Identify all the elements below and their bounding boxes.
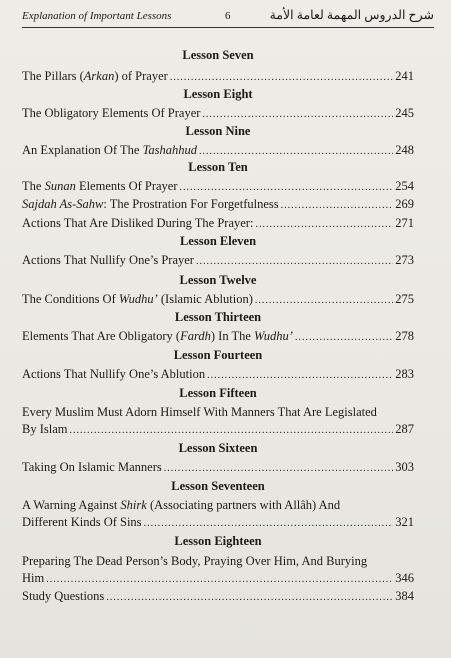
page-ref: 346 [395, 571, 414, 585]
page-ref: 273 [395, 253, 414, 267]
toc-entry-line1: A Warning Against Shirk (Associating partners with Allâh) And [22, 498, 341, 512]
toc-entry: The Obligatory Elements Of Prayer ..... 245 [22, 106, 414, 121]
toc-entry: The Pillars (Arkan) of Prayer ..... 241 [22, 69, 414, 84]
toc-entry: The Conditions Of Wudhu’ (Islamic Ablution) ..... 275 [22, 292, 414, 307]
lesson-heading: Lesson Fourteen [173, 348, 263, 362]
page-ref: 271 [395, 216, 414, 230]
toc-entry: Him ..... 346 [22, 571, 414, 586]
toc-entry: Different Kinds Of Sins ..... 321 [22, 515, 414, 530]
toc-entry: Actions That Nullify One’s Prayer ..... 273 [22, 253, 414, 268]
page-ref: 269 [395, 197, 414, 211]
header-arabic-title: شرح الدروس المهمة لعامة الأمة [269, 8, 434, 22]
lesson-heading: Lesson Thirteen [174, 310, 262, 324]
page-number: 6 [225, 10, 231, 22]
lesson-heading: Lesson Seventeen [171, 479, 265, 493]
page-ref: 303 [395, 460, 414, 474]
toc-entry: The Sunan Elements Of Prayer ..... 254 [22, 179, 414, 194]
toc-entry: Elements That Are Obligatory (Fardh) In The Wudhu’ ..... 278 [22, 329, 414, 344]
lesson-heading: Lesson Sixteen [178, 441, 258, 455]
page-ref: 248 [395, 143, 414, 157]
page-ref: 283 [395, 367, 414, 381]
page-ref: 321 [395, 515, 414, 529]
lesson-heading: Lesson Fifteen [179, 386, 257, 400]
header-rule [22, 27, 434, 28]
lesson-heading: Lesson Eight [183, 87, 253, 101]
toc-entry: Sajdah As-Sahw: The Prostration For Forgetfulness ..... 269 [22, 197, 414, 212]
page-ref: 254 [395, 179, 414, 193]
page-ref: 241 [395, 69, 414, 83]
lesson-heading: Lesson Seven [182, 48, 254, 62]
page-ref: 384 [395, 589, 414, 603]
toc-entry-line1: Every Muslim Must Adorn Himself With Manners That Are Legislated [22, 405, 377, 419]
lesson-heading: Lesson Nine [185, 124, 251, 138]
header-title: Explanation of Important Lessons [22, 10, 172, 22]
page-ref: 287 [395, 422, 414, 436]
lesson-heading: Lesson Eleven [179, 234, 257, 248]
toc-entry: By Islam ..... 287 [22, 422, 414, 437]
toc-entry: Actions That Are Disliked During The Prayer: ..... 271 [22, 216, 414, 231]
page-ref: 278 [395, 329, 414, 343]
lesson-heading: Lesson Twelve [179, 273, 257, 287]
toc-entry: Study Questions ..... 384 [22, 589, 414, 604]
lesson-heading: Lesson Eighteen [174, 534, 262, 548]
lesson-heading: Lesson Ten [188, 160, 248, 174]
page-ref: 275 [395, 292, 414, 306]
toc-entry: Actions That Nullify One’s Ablution ..... 283 [22, 367, 414, 382]
toc-entry: Taking On Islamic Manners ..... 303 [22, 460, 414, 475]
toc-entry: An Explanation Of The Tashahhud ..... 248 [22, 143, 414, 158]
toc-entry-line1: Preparing The Dead Person’s Body, Praying Over Him, And Burying [22, 554, 368, 568]
page-ref: 245 [395, 106, 414, 120]
running-header [22, 6, 434, 28]
